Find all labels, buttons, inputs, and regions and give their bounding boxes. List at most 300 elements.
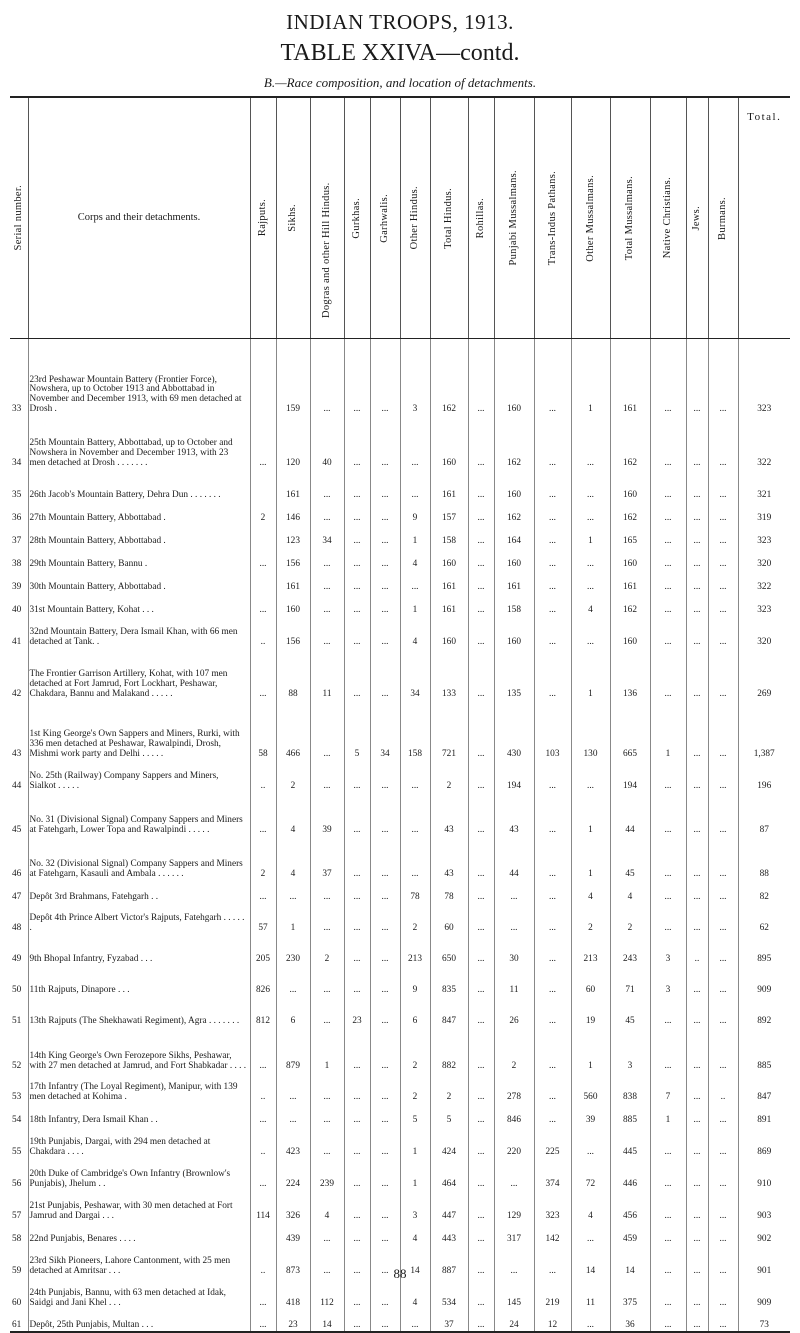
value-cell: 88 <box>276 648 310 700</box>
value-cell: 136 <box>610 648 650 700</box>
value-cell: 4 <box>571 593 610 616</box>
value-cell: ... <box>650 760 686 792</box>
value-cell: ... <box>344 1309 370 1332</box>
value-cell: ... <box>250 880 276 903</box>
column-header: Rohillas. <box>475 197 487 239</box>
value-cell: 160 <box>430 616 468 648</box>
value-cell: 24 <box>494 1309 534 1332</box>
value-cell: 9 <box>400 501 430 524</box>
value-cell: 194 <box>494 760 534 792</box>
value-cell: 161 <box>430 469 468 501</box>
value-cell: ... <box>686 524 708 547</box>
value-cell: ... <box>686 1158 708 1190</box>
corps-cell: 28th Mountain Battery, Abbottabad . <box>28 524 250 547</box>
value-cell: 2 <box>400 1072 430 1103</box>
corps-cell: 26th Jacob's Mountain Battery, Dehra Dun . . . . . . . <box>28 469 250 501</box>
value-cell: ... <box>494 1158 534 1190</box>
value-cell: ... <box>686 996 708 1027</box>
value-cell: ... <box>650 996 686 1027</box>
value-cell: 71 <box>610 965 650 996</box>
table-row <box>10 1027 790 1072</box>
value-cell: 14 <box>310 1309 344 1332</box>
value-cell: 39 <box>571 1103 610 1126</box>
value-cell: 903 <box>738 1190 790 1222</box>
page-number: 88 <box>393 1266 407 1281</box>
value-cell: ... <box>650 339 686 415</box>
value-cell: ... <box>344 792 370 836</box>
serial-number-cell: 38 <box>12 558 22 569</box>
value-cell: ... <box>650 1309 686 1332</box>
serial-number-cell: 59 <box>12 1265 22 1276</box>
value-cell: 82 <box>738 880 790 903</box>
value-cell: 160 <box>430 547 468 570</box>
serial-number-cell: 33 <box>12 403 22 414</box>
value-cell: ... <box>534 524 571 547</box>
value-cell: 665 <box>610 700 650 760</box>
value-cell: 161 <box>276 469 310 501</box>
value-cell <box>250 524 276 547</box>
value-cell: .. <box>686 934 708 965</box>
value-cell: ... <box>344 1027 370 1072</box>
value-cell: ... <box>571 1126 610 1158</box>
value-cell: 443 <box>430 1222 468 1245</box>
serial-number-cell: 46 <box>12 868 22 879</box>
value-cell: 4 <box>400 1277 430 1309</box>
value-cell: ... <box>370 547 400 570</box>
value-cell: 162 <box>610 415 650 469</box>
value-cell: ... <box>370 501 400 524</box>
value-cell: 812 <box>250 996 276 1027</box>
value-cell: 135 <box>494 648 534 700</box>
value-cell: ... <box>686 836 708 880</box>
value-cell: ... <box>468 547 494 570</box>
column-header: Burmans. <box>717 196 729 240</box>
value-cell: 34 <box>370 700 400 760</box>
value-cell: 159 <box>276 339 310 415</box>
value-cell: 43 <box>494 792 534 836</box>
value-cell: ... <box>400 1309 430 1332</box>
value-cell: 39 <box>310 792 344 836</box>
value-cell: 902 <box>738 1222 790 1245</box>
value-cell: 445 <box>610 1126 650 1158</box>
value-cell: ... <box>686 1190 708 1222</box>
value-cell: 160 <box>494 469 534 501</box>
value-cell: 161 <box>276 570 310 593</box>
value-cell: 146 <box>276 501 310 524</box>
corps-cell: 25th Mountain Battery, Abbottabad, up to October and Nowshera in November and December 1913, with 23 men detached at Drosh . . . . . . . <box>28 415 250 469</box>
value-cell: 14 <box>610 1245 650 1277</box>
value-cell: ... <box>400 792 430 836</box>
value-cell: 4 <box>571 880 610 903</box>
corps-cell: 19th Punjabis, Dargai, with 294 men detached at Chakdara . . . . <box>28 1126 250 1158</box>
value-cell: 2 <box>400 1027 430 1072</box>
value-cell: ... <box>468 1222 494 1245</box>
value-cell: ... <box>686 880 708 903</box>
value-cell: 439 <box>276 1222 310 1245</box>
value-cell: ... <box>250 593 276 616</box>
value-cell: ... <box>370 593 400 616</box>
value-cell: 45 <box>610 996 650 1027</box>
value-cell: ... <box>708 792 738 836</box>
value-cell: 560 <box>571 1072 610 1103</box>
value-cell: ... <box>650 1222 686 1245</box>
table-row <box>10 1126 790 1158</box>
value-cell: ... <box>276 965 310 996</box>
value-cell: ... <box>650 792 686 836</box>
value-cell: 162 <box>610 593 650 616</box>
corps-cell: 13th Rajputs (The Shekhawati Regiment), Agra . . . . . . . <box>28 996 250 1027</box>
value-cell: 44 <box>494 836 534 880</box>
value-cell: ... <box>370 760 400 792</box>
table-row <box>10 792 790 836</box>
value-cell: 30 <box>494 934 534 965</box>
value-cell: 323 <box>738 593 790 616</box>
value-cell: ... <box>571 415 610 469</box>
value-cell: 5 <box>430 1103 468 1126</box>
value-cell: 873 <box>276 1245 310 1277</box>
value-cell: 160 <box>494 339 534 415</box>
value-cell: 162 <box>430 339 468 415</box>
value-cell: 901 <box>738 1245 790 1277</box>
value-cell: ... <box>650 469 686 501</box>
value-cell: ... <box>708 1158 738 1190</box>
value-cell: 156 <box>276 616 310 648</box>
value-cell: 323 <box>738 524 790 547</box>
serial-number-cell: 35 <box>12 489 22 500</box>
value-cell: 157 <box>430 501 468 524</box>
value-cell: ... <box>686 903 708 934</box>
value-cell: ... <box>571 547 610 570</box>
value-cell: ... <box>370 415 400 469</box>
value-cell: ... <box>708 880 738 903</box>
value-cell: 129 <box>494 1190 534 1222</box>
value-cell: ... <box>468 1245 494 1277</box>
value-cell: ... <box>650 415 686 469</box>
value-cell: 835 <box>430 965 468 996</box>
value-cell: 78 <box>430 880 468 903</box>
value-cell: ... <box>468 415 494 469</box>
value-cell: 2 <box>610 903 650 934</box>
serial-number-cell: 40 <box>12 604 22 615</box>
corps-cell: 27th Mountain Battery, Abbottabad . <box>28 501 250 524</box>
value-cell: 62 <box>738 903 790 934</box>
value-cell: ... <box>686 1126 708 1158</box>
value-cell: ... <box>534 1245 571 1277</box>
value-cell: ... <box>650 616 686 648</box>
value-cell: 5 <box>344 700 370 760</box>
value-cell: ... <box>650 570 686 593</box>
table-row <box>10 760 790 792</box>
value-cell: ... <box>534 965 571 996</box>
value-cell: 895 <box>738 934 790 965</box>
value-cell: 320 <box>738 616 790 648</box>
value-cell: 19 <box>571 996 610 1027</box>
value-cell: ... <box>344 1126 370 1158</box>
value-cell: 161 <box>430 593 468 616</box>
table-row <box>10 1309 790 1332</box>
value-cell: ... <box>571 616 610 648</box>
value-cell: ... <box>250 1103 276 1126</box>
value-cell: 14 <box>571 1245 610 1277</box>
value-cell: ... <box>686 1309 708 1332</box>
corps-cell: 30th Mountain Battery, Abbottabad . <box>28 570 250 593</box>
value-cell: ... <box>650 903 686 934</box>
value-cell: ... <box>686 339 708 415</box>
value-cell: 5 <box>400 1103 430 1126</box>
value-cell: ... <box>370 1072 400 1103</box>
value-cell: ... <box>534 616 571 648</box>
value-cell: ... <box>708 700 738 760</box>
corps-cell: 11th Rajputs, Dinapore . . . <box>28 965 250 996</box>
value-cell: ... <box>310 469 344 501</box>
value-cell: ... <box>370 1222 400 1245</box>
corps-cell: Depôt 3rd Brahmans, Fatehgarh . . <box>28 880 250 903</box>
value-cell: 2 <box>430 760 468 792</box>
serial-number-cell: 47 <box>12 891 22 902</box>
value-cell: ... <box>494 880 534 903</box>
value-cell: ... <box>250 1309 276 1332</box>
value-cell: ... <box>468 339 494 415</box>
value-cell: 650 <box>430 934 468 965</box>
serial-number-cell: 55 <box>12 1146 22 1157</box>
value-cell: 4 <box>610 880 650 903</box>
value-cell: 60 <box>571 965 610 996</box>
value-cell: 269 <box>738 648 790 700</box>
value-cell: 3 <box>650 965 686 996</box>
value-cell: ... <box>686 469 708 501</box>
value-cell: 323 <box>534 1190 571 1222</box>
value-cell: ... <box>708 1126 738 1158</box>
column-header: Trans-Indus Pathans. <box>546 170 558 266</box>
value-cell: 142 <box>534 1222 571 1245</box>
value-cell: 162 <box>494 415 534 469</box>
value-cell: 11 <box>494 965 534 996</box>
value-cell: 418 <box>276 1277 310 1309</box>
corps-cell: 32nd Mountain Battery, Dera Ismail Khan, with 66 men detached at Tank. . <box>28 616 250 648</box>
value-cell: ... <box>650 1126 686 1158</box>
value-cell: 374 <box>534 1158 571 1190</box>
value-cell: ... <box>310 547 344 570</box>
value-cell: ... <box>370 880 400 903</box>
value-cell: 2 <box>250 836 276 880</box>
table-row <box>10 880 790 903</box>
value-cell: ... <box>650 524 686 547</box>
value-cell: ... <box>534 570 571 593</box>
column-header: Total Hindus. <box>443 187 455 249</box>
value-cell: 847 <box>738 1072 790 1103</box>
value-cell: ... <box>468 1072 494 1103</box>
table-title: TABLE XXIVA—contd. <box>280 40 520 66</box>
value-cell: 87 <box>738 792 790 836</box>
value-cell: ... <box>686 1072 708 1103</box>
table-row <box>10 524 790 547</box>
value-cell: ... <box>310 760 344 792</box>
value-cell: 6 <box>276 996 310 1027</box>
value-cell: 161 <box>494 570 534 593</box>
value-cell: ... <box>708 501 738 524</box>
value-cell: ... <box>370 1277 400 1309</box>
value-cell: ... <box>344 1072 370 1103</box>
value-cell: ... <box>310 616 344 648</box>
value-cell: ... <box>686 700 708 760</box>
value-cell: ... <box>571 570 610 593</box>
value-cell: ... <box>534 339 571 415</box>
value-cell: 158 <box>400 700 430 760</box>
table-row <box>10 339 790 415</box>
value-cell: ... <box>370 1245 400 1277</box>
value-cell: 1 <box>400 1158 430 1190</box>
table-subtitle: B.—Race composition, and location of detachments. <box>263 75 537 90</box>
value-cell: ... <box>370 903 400 934</box>
value-cell: ... <box>468 616 494 648</box>
value-cell: 320 <box>738 547 790 570</box>
column-header: Native Christians. <box>662 177 674 259</box>
table-row <box>10 700 790 760</box>
value-cell: ... <box>686 501 708 524</box>
value-cell: 11 <box>310 648 344 700</box>
value-cell: ... <box>310 700 344 760</box>
value-cell: ... <box>468 934 494 965</box>
value-cell: ... <box>686 1027 708 1072</box>
value-cell: ... <box>650 501 686 524</box>
value-cell: ... <box>370 570 400 593</box>
value-cell: ... <box>650 1027 686 1072</box>
value-cell: ... <box>344 570 370 593</box>
value-cell: 165 <box>610 524 650 547</box>
serial-number-cell: 37 <box>12 535 22 546</box>
value-cell: 838 <box>610 1072 650 1103</box>
value-cell: ... <box>344 524 370 547</box>
value-cell: 3 <box>650 934 686 965</box>
column-header: Punjabi Mussalmans. <box>508 170 520 266</box>
value-cell: ... <box>370 792 400 836</box>
value-cell: 160 <box>610 469 650 501</box>
value-cell: 133 <box>430 648 468 700</box>
value-cell: ... <box>708 1245 738 1277</box>
value-cell: 88 <box>738 836 790 880</box>
value-cell: ... <box>494 903 534 934</box>
value-cell: 196 <box>738 760 790 792</box>
value-cell: 161 <box>610 570 650 593</box>
value-cell: ... <box>571 1309 610 1332</box>
value-cell: ... <box>250 547 276 570</box>
value-cell: ... <box>468 792 494 836</box>
value-cell: ... <box>686 1277 708 1309</box>
corps-cell: 17th Infantry (The Loyal Regiment), Manipur, with 139 men detached at Kohima . <box>28 1072 250 1103</box>
value-cell: 1,387 <box>738 700 790 760</box>
value-cell: ... <box>534 996 571 1027</box>
value-cell: ... <box>650 1277 686 1309</box>
value-cell: ... <box>310 880 344 903</box>
value-cell: ... <box>534 415 571 469</box>
value-cell: 2 <box>250 501 276 524</box>
value-cell: 120 <box>276 415 310 469</box>
value-cell: ... <box>650 1190 686 1222</box>
value-cell: 160 <box>276 593 310 616</box>
value-cell: ... <box>344 965 370 996</box>
corps-cell: Depôt, 25th Punjabis, Multan . . . <box>28 1309 250 1332</box>
value-cell: 40 <box>310 415 344 469</box>
table-row <box>10 903 790 934</box>
value-cell: ... <box>468 700 494 760</box>
value-cell: ... <box>686 415 708 469</box>
value-cell <box>250 1222 276 1245</box>
value-cell: 1 <box>571 524 610 547</box>
value-cell: 3 <box>400 339 430 415</box>
value-cell: 145 <box>494 1277 534 1309</box>
table-row <box>10 1158 790 1190</box>
value-cell: 12 <box>534 1309 571 1332</box>
value-cell: ... <box>400 570 430 593</box>
value-cell: 11 <box>571 1277 610 1309</box>
serial-number-cell: 34 <box>12 457 22 468</box>
value-cell: 34 <box>400 648 430 700</box>
value-cell: 9 <box>400 965 430 996</box>
value-cell: ... <box>686 1222 708 1245</box>
value-cell: ... <box>468 1103 494 1126</box>
value-cell: 891 <box>738 1103 790 1126</box>
value-cell: 123 <box>276 524 310 547</box>
value-cell: 446 <box>610 1158 650 1190</box>
value-cell: 2 <box>430 1072 468 1103</box>
table-row <box>10 836 790 880</box>
serial-number-cell: 57 <box>12 1210 22 1221</box>
value-cell: ... <box>686 547 708 570</box>
serial-number-cell: 48 <box>12 922 22 933</box>
value-cell: ... <box>686 1103 708 1126</box>
value-cell: 158 <box>430 524 468 547</box>
value-cell: ... <box>708 903 738 934</box>
value-cell: ... <box>708 547 738 570</box>
value-cell: ... <box>708 593 738 616</box>
value-cell: ... <box>686 760 708 792</box>
value-cell: ... <box>468 760 494 792</box>
value-cell: 112 <box>310 1277 344 1309</box>
value-cell: ... <box>534 547 571 570</box>
corps-cell: 31st Mountain Battery, Kohat . . . <box>28 593 250 616</box>
value-cell: ... <box>686 792 708 836</box>
value-cell: ... <box>400 415 430 469</box>
corps-cell: The Frontier Garrison Artillery, Kohat, with 107 men detached at Fort Jamrud, Fort Lockhart, Peshawar, Chakdara, Bannu and Malakand . . . . . <box>28 648 250 700</box>
value-cell: 23 <box>276 1309 310 1332</box>
value-cell: ... <box>686 593 708 616</box>
value-cell: 879 <box>276 1027 310 1072</box>
value-cell: 162 <box>494 501 534 524</box>
value-cell: 3 <box>400 1190 430 1222</box>
value-cell: 194 <box>610 760 650 792</box>
value-cell: 78 <box>400 880 430 903</box>
corps-cell: 9th Bhopal Infantry, Fyzabad . . . <box>28 934 250 965</box>
value-cell: ... <box>344 1190 370 1222</box>
serial-number-cell: 41 <box>12 636 22 647</box>
value-cell: 130 <box>571 700 610 760</box>
corps-cell: 29th Mountain Battery, Bannu . <box>28 547 250 570</box>
race-composition-table <box>10 96 790 1333</box>
column-header: Sikhs. <box>287 204 299 232</box>
value-cell: ... <box>370 1190 400 1222</box>
value-cell: 37 <box>430 1309 468 1332</box>
value-cell: ... <box>468 469 494 501</box>
value-cell: ... <box>370 1027 400 1072</box>
serial-number-cell: 60 <box>12 1297 22 1308</box>
value-cell: 160 <box>430 415 468 469</box>
table-row <box>10 648 790 700</box>
value-cell: 887 <box>430 1245 468 1277</box>
table-row <box>10 965 790 996</box>
value-cell: 1 <box>571 792 610 836</box>
value-cell: ... <box>250 648 276 700</box>
value-cell: ... <box>708 616 738 648</box>
